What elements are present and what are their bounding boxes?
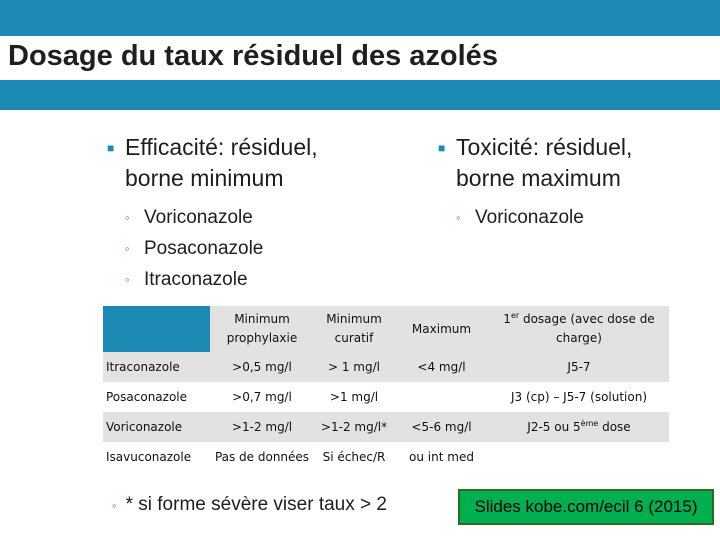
footnote xyxy=(112,494,387,516)
cell-maximum: <5-6 mg/l xyxy=(394,412,489,442)
header-premier-dosage xyxy=(489,306,669,352)
table-row xyxy=(103,412,669,442)
toxicity-list xyxy=(456,202,688,233)
efficacy-item xyxy=(125,233,367,264)
efficacy-item-label: Posaconazole xyxy=(144,238,264,259)
bullet-ring-icon: ◦ xyxy=(125,210,130,225)
cell-premier-dosage: J5-7 xyxy=(489,352,669,382)
header-premier-dosage-number: 1 xyxy=(503,312,511,326)
efficacy-item xyxy=(125,202,367,233)
cell-maximum xyxy=(394,382,489,412)
cell-premier-dosage: J3 (cp) – J5-7 (solution) xyxy=(489,382,669,412)
efficacy-item xyxy=(125,264,367,295)
cell-curatif: Si échec/R xyxy=(314,442,394,472)
efficacy-item-label: Voriconazole xyxy=(144,207,253,228)
efficacy-list xyxy=(125,202,367,295)
bullet-ring-icon: ◦ xyxy=(125,241,130,256)
cell-drug: Posaconazole xyxy=(103,382,210,412)
bullet-ring-icon: ◦ xyxy=(125,272,130,287)
header-maximum: Maximum xyxy=(394,306,489,352)
toxicity-heading: Toxicité: résiduel, borne maximum xyxy=(456,134,633,191)
header-premier-dosage-superscript: er xyxy=(510,311,520,320)
table-header-row xyxy=(103,306,669,352)
efficacy-heading: Efficacité: résiduel, borne minimum xyxy=(125,134,318,191)
footnote-text: * si forme sévère viser taux > 2 xyxy=(125,494,387,515)
cell-maximum: ou int med xyxy=(394,442,489,472)
bullet-ring-icon: ◦ xyxy=(112,498,117,513)
cell-premier-dosage-rest: dose xyxy=(598,420,631,434)
cell-prophylaxie: >1-2 mg/l xyxy=(210,412,314,442)
toxicity-item-label: Voriconazole xyxy=(475,207,584,228)
toxicity-heading-row xyxy=(438,132,688,194)
bullet-ring-icon: ◦ xyxy=(456,210,461,225)
cell-drug: Itraconazole xyxy=(103,352,210,382)
efficacy-heading-row xyxy=(107,132,367,194)
table-row xyxy=(103,442,669,472)
cell-maximum: <4 mg/l xyxy=(394,352,489,382)
efficacy-item-label: Itraconazole xyxy=(144,269,248,290)
header-premier-dosage-label: dosage (avec dose de charge) xyxy=(519,312,655,345)
table-row xyxy=(103,352,669,382)
cell-drug: Isavuconazole xyxy=(103,442,210,472)
cell-curatif: > 1 mg/l xyxy=(314,352,394,382)
cell-premier-dosage xyxy=(489,412,669,442)
cell-premier-dosage-base: J2-5 ou 5 xyxy=(527,420,581,434)
cell-premier-dosage xyxy=(489,442,669,472)
cell-premier-dosage-superscript: ème xyxy=(580,419,599,428)
cell-prophylaxie: >0,5 mg/l xyxy=(210,352,314,382)
table-corner-cell xyxy=(103,306,210,352)
toxicity-column xyxy=(438,132,688,233)
bullet-square-icon: ■ xyxy=(438,141,446,155)
source-citation: Slides kobe.com/ecil 6 (2015) xyxy=(458,489,714,525)
cell-prophylaxie: >0,7 mg/l xyxy=(210,382,314,412)
header-min-prophylaxie: Minimum prophylaxie xyxy=(210,306,314,352)
slide-title: Dosage du taux résiduel des azolés xyxy=(8,40,498,72)
cell-curatif: >1 mg/l xyxy=(314,382,394,412)
dosage-table xyxy=(103,306,669,472)
efficacy-column xyxy=(107,132,367,295)
bullet-square-icon: ■ xyxy=(107,141,115,155)
cell-prophylaxie: Pas de données xyxy=(210,442,314,472)
cell-curatif: >1-2 mg/l* xyxy=(314,412,394,442)
header-min-curatif: Minimum curatif xyxy=(314,306,394,352)
table-row xyxy=(103,382,669,412)
cell-drug: Voriconazole xyxy=(103,412,210,442)
toxicity-item xyxy=(456,202,688,233)
